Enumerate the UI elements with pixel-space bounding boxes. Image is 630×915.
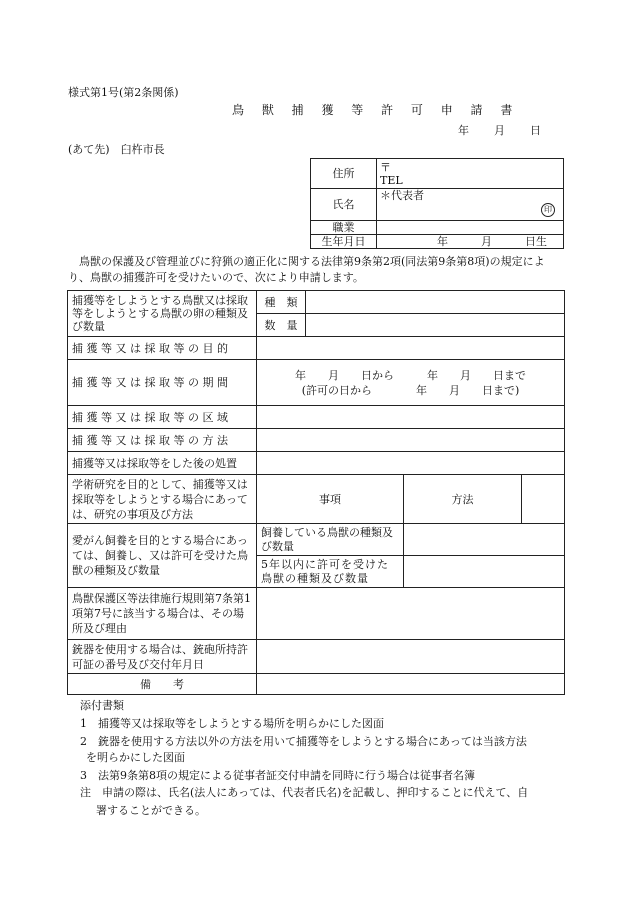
tel-label: TEL [380,173,403,187]
period-line2: (許可の日から 年 月 日まで) [301,383,520,397]
attachment-item-2-cont: を明らかにした図面 [86,751,185,764]
date-line: 年 月 日 [458,124,542,137]
occupation-label: 職業 [311,221,377,235]
pet-permitted-label: 5年以内に許可を受けた鳥獣の種類及び数量 [257,556,404,588]
research-item-label: 事項 [257,475,404,524]
period-field[interactable] [257,360,565,406]
remarks-field[interactable] [257,674,565,695]
pet-kept-label: 飼養している鳥獣の種類及び数量 [257,524,404,556]
area-label: 捕 獲 等 又 は 採 取 等 の 区 域 [68,406,257,429]
kind-field[interactable] [306,291,565,314]
form-title: 鳥 獣 捕 獲 等 許 可 申 請 書 [232,103,520,117]
seal-icon: 印 [541,203,555,217]
method-field[interactable] [257,429,565,452]
purpose-field[interactable] [257,337,565,360]
intro-text: 鳥獣の保護及び管理並びに狩猟の適正化に関する法律第9条第2項(同法第9条第8項)の規定により、鳥獣の捕獲許可を受けたいので、次により申請します。 [68,255,545,284]
rule-field[interactable] [257,588,565,640]
birthdate-field[interactable] [377,235,564,249]
note-line-1: 注 申請の際は、氏名(法人にあっては、代表者氏名)を記載し、押印することに代えて、自 [80,786,529,799]
birthdate-label: 生年月日 [311,235,377,249]
research-label: 学術研究を目的として、捕獲等又は採取等をしようとする場合にあっては、研究の事項及び方法 [68,475,257,524]
pet-label: 愛がん飼養を目的とする場合にあっては、飼養し、又は許可を受けた鳥獣の種類及び数量 [68,524,257,588]
gun-label: 銃器を使用する場合は、銃砲所持許可証の番号及び交付年月日 [68,640,257,674]
quantity-label: 数 量 [257,314,306,337]
applicant-table [310,158,564,249]
application-form-table [67,290,565,695]
form-number: 様式第1号(第2条関係) [68,86,179,99]
quantity-field[interactable] [306,314,565,337]
disposal-label: 捕獲等又は採取等をした後の処置 [68,452,257,475]
research-method-field[interactable] [522,475,565,524]
address-label: 住所 [311,159,377,189]
gun-field[interactable] [257,640,565,674]
method-label: 捕 獲 等 又 は 採 取 等 の 方 法 [68,429,257,452]
note-line-2: 署することができる。 [96,804,206,817]
pet-permitted-field[interactable] [404,556,565,588]
remarks-label: 備 考 [68,674,257,695]
name-label: 氏名 [311,189,377,221]
pet-kept-field[interactable] [404,524,565,556]
purpose-label: 捕 獲 等 又 は 採 取 等 の 目 的 [68,337,257,360]
disposal-field[interactable] [257,452,565,475]
period-line1: 年 月 日から 年 月 日まで [295,368,526,382]
research-method-label: 方法 [404,475,522,524]
period-label: 捕 獲 等 又 は 採 取 等 の 期 間 [68,360,257,406]
attachments-heading: 添付書類 [80,699,124,712]
addressee: (あて先) 臼杵市長 [68,143,165,156]
attachment-item-1: 1 捕獲等又は採取等をしようとする場所を明らかにした図面 [80,717,384,730]
representative-note: ＊代表者 [380,189,424,202]
birthdate-value: 年 月 日生 [437,235,547,248]
attachment-item-2: 2 銃器を使用する方法以外の方法を用いて捕獲等をしようとする場合にあっては当該方法 [80,735,527,748]
species-label: 捕獲等をしようとする鳥獣又は採取等をしようとする鳥獣の卵の種類及び数量 [68,291,257,337]
address-field[interactable] [377,159,564,189]
area-field[interactable] [257,406,565,429]
name-field[interactable] [377,189,564,221]
rule-label: 鳥獣保護区等法律施行規則第7条第1項第7号に該当する場合は、その場所及び理由 [68,588,257,640]
postal-mark: 〒 [380,160,391,174]
attachment-item-3: 3 法第9条第8項の規定による従事者証交付申請を同時に行う場合は従事者名簿 [80,769,475,782]
kind-label: 種 類 [257,291,306,314]
occupation-field[interactable] [377,221,564,235]
